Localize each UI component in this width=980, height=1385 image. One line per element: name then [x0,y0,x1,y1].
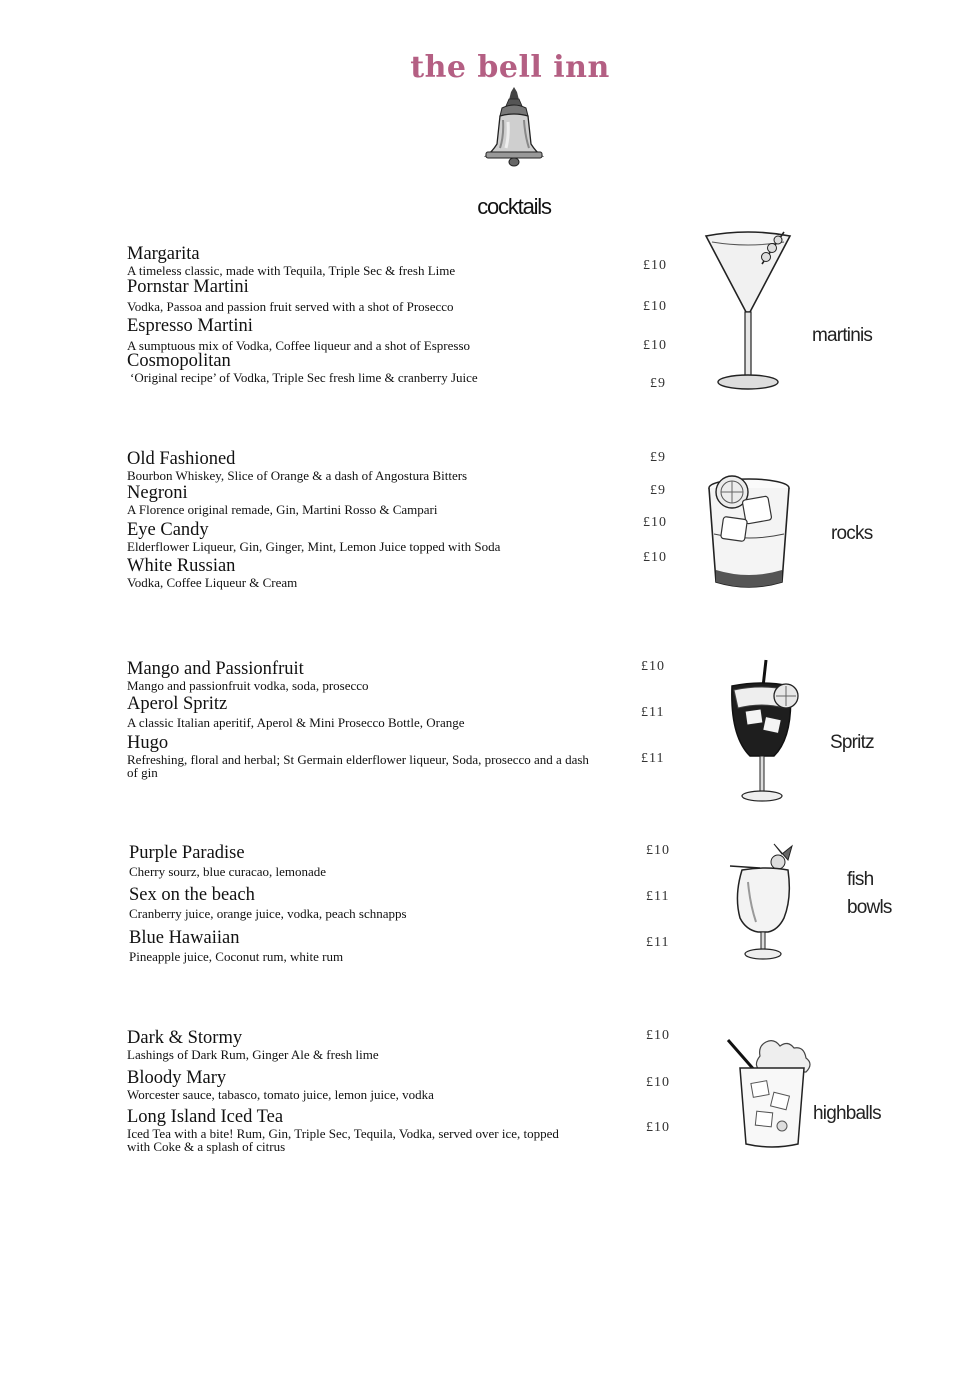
item-price: £10 [643,338,667,353]
highball-glass-icon [722,1036,818,1152]
category-label [847,866,927,922]
menu-item [127,352,607,384]
item-price: £10 [643,299,667,314]
item-description: ‘Original recipe’ of Vodka, Triple Sec fresh lime & cranberry Juice [130,370,478,385]
category-label: rocks [831,523,873,544]
item-name: Margarita [127,244,200,264]
item-price: £10 [646,843,670,858]
menu-item [127,245,607,277]
menu-item [127,929,607,963]
item-name: Blue Hawaiian [129,928,240,948]
menu-item [127,734,597,779]
category-label: Spritz [830,732,874,753]
item-price: £11 [646,935,670,950]
item-description: Pineapple juice, Coconut rum, white rum [129,949,344,964]
category-label: highballs [813,1103,881,1124]
item-name: Bloody Mary [127,1068,227,1088]
item-description: A classic Italian aperitif, Aperol & Mini Prosecco Bottle, Orange [127,715,465,730]
item-description: Vodka, Passoa and passion fruit served with a shot of Prosecco [127,299,454,314]
menu-item [127,695,607,729]
rocks-glass-icon [704,470,794,594]
category-label: martinis [812,325,873,346]
item-description: Elderflower Liqueur, Gin, Ginger, Mint, Lemon Juice topped with Soda [127,539,501,554]
item-name: Long Island Iced Tea [127,1107,284,1127]
item-name: White Russian [127,556,236,576]
menu-item [127,278,607,313]
item-price: £10 [646,1120,670,1135]
menu-item [127,886,607,920]
item-description: A timeless classic, made with Tequila, Triple Sec & fresh Lime [127,263,456,278]
item-price: £10 [643,258,667,273]
menu-subtitle: cocktails [477,194,551,219]
item-name: Dark & Stormy [127,1028,243,1048]
menu-item [127,521,607,553]
menu-item [127,317,607,352]
item-price: £10 [643,550,667,565]
item-description: Bourbon Whiskey, Slice of Orange & a dash of Angostura Bitters [127,468,468,483]
item-description: Mango and passionfruit vodka, soda, prosecco [127,678,369,693]
menu-item [127,660,607,692]
item-name: Cosmopolitan [127,351,231,371]
item-description: Refreshing, floral and herbal; St Germain elderflower liqueur, Soda, prosecco and a dash of gin [127,752,589,780]
item-description: A sumptuous mix of Vodka, Coffee liqueur and a shot of Espresso [127,338,471,353]
item-price: £9 [650,483,666,498]
martini-glass-icon [700,226,796,394]
item-name: Mango and Passionfruit [127,659,304,679]
category-label-line: fish bowls [847,869,892,918]
item-name: Pornstar Martini [127,277,249,297]
spritz-glass-icon [724,656,800,804]
item-description: A Florence original remade, Gin, Martini Rosso & Campari [127,502,438,517]
item-description: Cranberry juice, orange juice, vodka, peach schnapps [129,906,407,921]
menu-item [127,1108,567,1153]
item-price: £10 [646,1075,670,1090]
item-price: £11 [641,705,665,720]
item-price: £10 [646,1028,670,1043]
item-price: £11 [641,751,665,766]
item-price: £10 [641,659,665,674]
item-name: Hugo [127,733,169,753]
item-description: Worcester sauce, tabasco, tomato juice, lemon juice, vodka [127,1087,434,1102]
item-name: Purple Paradise [129,843,245,863]
item-name: Eye Candy [127,520,209,540]
item-description: Iced Tea with a bite! Rum, Gin, Triple Sec, Tequila, Vodka, served over ice, topped with Coke & a splash of citrus [127,1126,559,1154]
item-description: Lashings of Dark Rum, Ginger Ale & fresh lime [127,1047,379,1062]
item-price: £9 [650,450,666,465]
item-name: Old Fashioned [127,449,236,469]
item-name: Espresso Martini [127,316,253,336]
item-price: £9 [650,376,666,391]
item-name: Aperol Spritz [127,694,228,714]
menu-item [127,1069,607,1101]
item-price: £11 [646,889,670,904]
item-name: Negroni [127,483,188,503]
menu-item [127,1029,607,1061]
menu-item [127,450,607,482]
menu-item [127,844,607,878]
bell-icon [482,86,546,170]
menu-item [127,484,607,516]
item-description: Cherry sourz, blue curacao, lemonade [129,864,327,879]
item-description: Vodka, Coffee Liqueur & Cream [127,575,298,590]
venue-title: the bell inn [410,50,610,85]
item-name: Sex on the beach [129,885,255,905]
menu-item [127,557,607,589]
fish-bowl-glass-icon [726,838,798,964]
item-price: £10 [643,515,667,530]
